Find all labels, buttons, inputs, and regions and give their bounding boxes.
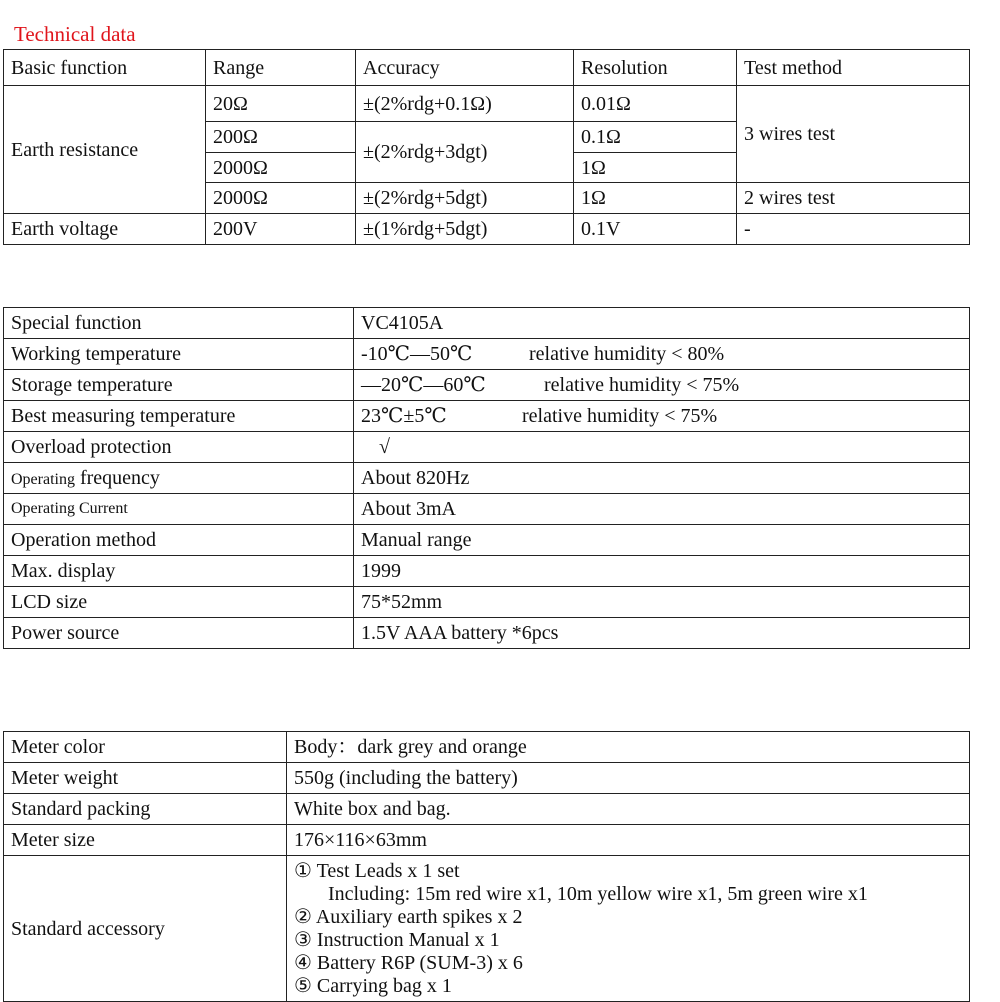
special-function-label: Special function bbox=[4, 308, 354, 339]
resolution-cell: 1Ω bbox=[574, 153, 737, 183]
row-label: Meter color bbox=[4, 732, 287, 763]
row-value: 1.5V AAA battery *6pcs bbox=[354, 618, 970, 649]
row-label: Max. display bbox=[4, 556, 354, 587]
row-value bbox=[354, 401, 970, 432]
row-label: Operating Current bbox=[4, 494, 354, 525]
resolution-cell: 1Ω bbox=[574, 183, 737, 214]
row-value bbox=[354, 370, 970, 401]
resolution-cell: 0.1Ω bbox=[574, 122, 737, 153]
meter-spec-table bbox=[3, 731, 970, 1002]
row-label: Storage temperature bbox=[4, 370, 354, 401]
check-value: √ bbox=[379, 436, 390, 458]
table-row bbox=[4, 463, 970, 494]
basic-function-table bbox=[3, 49, 970, 245]
temp-value: 23℃±5℃ bbox=[361, 405, 447, 427]
list-item: ② Auxiliary earth spikes x 2 bbox=[294, 905, 523, 928]
row-label: Meter size bbox=[4, 825, 287, 856]
table-row bbox=[4, 587, 970, 618]
table-row bbox=[4, 494, 970, 525]
test-method-cell: 3 wires test bbox=[737, 86, 970, 183]
table-row bbox=[4, 794, 970, 825]
list-item: ① Test Leads x 1 set bbox=[294, 859, 460, 882]
earth-voltage-label: Earth voltage bbox=[4, 214, 206, 245]
table-row bbox=[4, 856, 970, 1002]
accuracy-cell: ±(2%rdg+3dgt) bbox=[356, 122, 574, 183]
row-value bbox=[354, 339, 970, 370]
table-row bbox=[4, 339, 970, 370]
page-title: Technical data bbox=[14, 22, 136, 46]
row-label: Overload protection bbox=[4, 432, 354, 463]
row-value: Body：dark grey and orange bbox=[287, 732, 970, 763]
list-item: Including: 15m red wire x1, 10m yellow wire x1, 5m green wire x1 bbox=[328, 882, 868, 905]
table-row bbox=[4, 214, 970, 245]
row-label-small: Operating bbox=[11, 471, 75, 488]
accuracy-cell: ±(2%rdg+0.1Ω) bbox=[356, 86, 574, 122]
special-function-table bbox=[3, 307, 970, 649]
table-row bbox=[4, 432, 970, 463]
temp-value: —20℃—60℃ bbox=[361, 374, 486, 396]
row-value: 1999 bbox=[354, 556, 970, 587]
row-value: 176×116×63mm bbox=[287, 825, 970, 856]
table-row bbox=[4, 86, 970, 122]
row-value bbox=[354, 432, 970, 463]
table-header-row bbox=[4, 308, 970, 339]
humidity-value: relative humidity < 80% bbox=[529, 343, 725, 365]
temp-value: -10℃—50℃ bbox=[361, 343, 473, 365]
test-method-cell: - bbox=[737, 214, 970, 245]
row-value: About 3mA bbox=[354, 494, 970, 525]
row-label: Best measuring temperature bbox=[4, 401, 354, 432]
range-cell: 20Ω bbox=[206, 86, 356, 122]
row-label: Meter weight bbox=[4, 763, 287, 794]
table-row bbox=[4, 556, 970, 587]
row-label-rest: frequency bbox=[74, 467, 160, 489]
row-value: Manual range bbox=[354, 525, 970, 556]
humidity-value: relative humidity < 75% bbox=[544, 374, 740, 396]
header-basic-function: Basic function bbox=[4, 50, 206, 86]
row-value: 75*52mm bbox=[354, 587, 970, 618]
row-value: About 820Hz bbox=[354, 463, 970, 494]
model-value: VC4105A bbox=[354, 308, 970, 339]
row-label: LCD size bbox=[4, 587, 354, 618]
header-range: Range bbox=[206, 50, 356, 86]
standard-accessory-label: Standard accessory bbox=[4, 856, 287, 1002]
humidity-value: relative humidity < 75% bbox=[522, 405, 718, 427]
accuracy-cell: ±(2%rdg+5dgt) bbox=[356, 183, 574, 214]
resolution-cell: 0.1V bbox=[574, 214, 737, 245]
range-cell: 2000Ω bbox=[206, 153, 356, 183]
header-test-method: Test method bbox=[737, 50, 970, 86]
header-accuracy: Accuracy bbox=[356, 50, 574, 86]
list-item: ⑤ Carrying bag x 1 bbox=[294, 974, 452, 997]
table-row bbox=[4, 732, 970, 763]
accessory-list bbox=[287, 856, 970, 1002]
row-value: 550g (including the battery) bbox=[287, 763, 970, 794]
table-row bbox=[4, 370, 970, 401]
resolution-cell: 0.01Ω bbox=[574, 86, 737, 122]
header-resolution: Resolution bbox=[574, 50, 737, 86]
table-row bbox=[4, 763, 970, 794]
list-item: ④ Battery R6P (SUM-3) x 6 bbox=[294, 951, 523, 974]
range-cell: 200Ω bbox=[206, 122, 356, 153]
table-row bbox=[4, 525, 970, 556]
row-label: Working temperature bbox=[4, 339, 354, 370]
table-row bbox=[4, 618, 970, 649]
earth-resistance-label: Earth resistance bbox=[4, 86, 206, 214]
list-item: ③ Instruction Manual x 1 bbox=[294, 928, 500, 951]
accuracy-cell: ±(1%rdg+5dgt) bbox=[356, 214, 574, 245]
row-label bbox=[4, 463, 354, 494]
test-method-cell: 2 wires test bbox=[737, 183, 970, 214]
table-row bbox=[4, 401, 970, 432]
table-header-row bbox=[4, 50, 970, 86]
row-value: White box and bag. bbox=[287, 794, 970, 825]
row-label: Power source bbox=[4, 618, 354, 649]
row-label: Standard packing bbox=[4, 794, 287, 825]
table-row bbox=[4, 825, 970, 856]
range-cell: 200V bbox=[206, 214, 356, 245]
range-cell: 2000Ω bbox=[206, 183, 356, 214]
row-label: Operation method bbox=[4, 525, 354, 556]
